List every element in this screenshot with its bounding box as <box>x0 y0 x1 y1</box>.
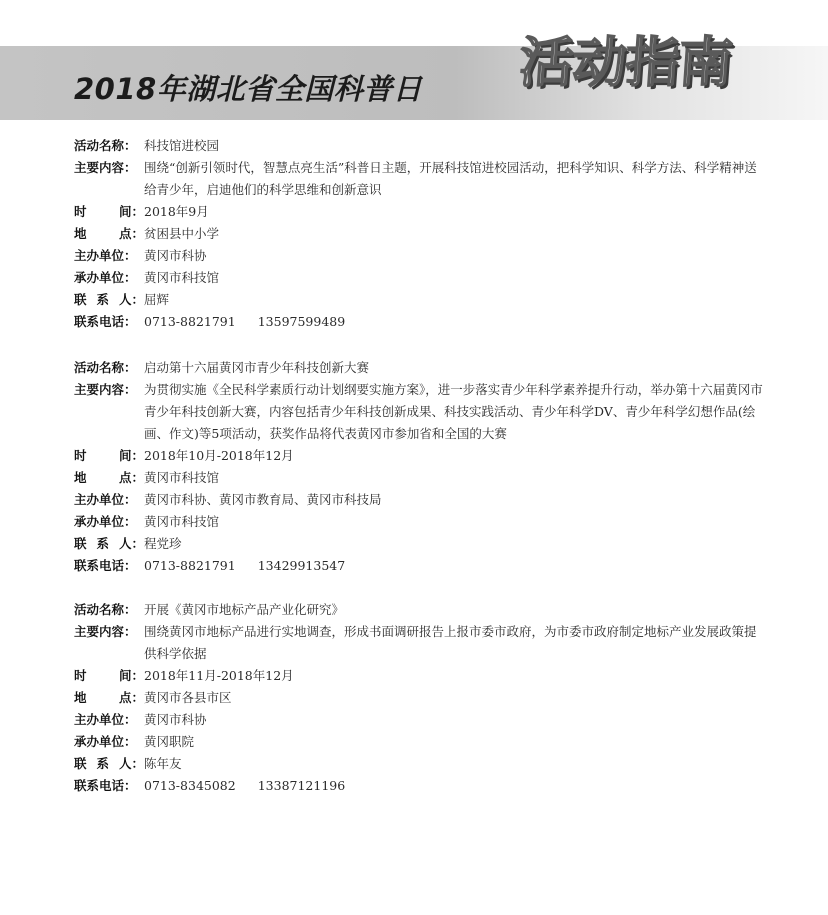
content-row <box>74 621 764 665</box>
label-host: 主办单位： <box>74 492 137 507</box>
label-content: 主要内容： <box>74 382 137 397</box>
activity-host: 黄冈市科协、黄冈市教育局、黄冈市科技局 <box>144 492 382 507</box>
activity-phone <box>144 555 764 577</box>
organizer-row <box>74 511 764 533</box>
label-place: 地 点： <box>74 690 144 705</box>
activity-time: 2018年9月 <box>144 204 209 219</box>
activity-contact: 程党珍 <box>144 536 182 551</box>
activity-3 <box>74 599 764 797</box>
label-time: 时 间： <box>74 204 144 219</box>
phone-office: 0713-8821791 <box>144 558 236 573</box>
label-place: 地 点： <box>74 226 144 241</box>
label-contact: 联 系 人： <box>74 292 144 307</box>
activity-organizer: 黄冈市科技馆 <box>144 270 220 285</box>
label-organizer: 承办单位： <box>74 270 137 285</box>
place-row <box>74 467 764 489</box>
activity-host: 黄冈市科协 <box>144 248 207 263</box>
label-activity-name: 活动名称： <box>74 138 137 153</box>
activity-time: 2018年11月-2018年12月 <box>144 668 294 683</box>
phone-mobile: 13429913547 <box>257 558 346 573</box>
guide-title: 活动指南 <box>517 31 734 94</box>
phone-row <box>74 775 764 797</box>
activity-contact: 屈辉 <box>144 292 170 307</box>
label-content: 主要内容： <box>74 160 137 175</box>
content-row <box>74 157 764 201</box>
label-phone: 联系电话： <box>74 314 137 329</box>
activity-place: 贫困县中小学 <box>144 226 220 241</box>
activity-content: 为贯彻实施《全民科学素质行动计划纲要实施方案》，进一步落实青少年科学素养提升行动，举办第十六届黄冈市青少年科技创新大赛，内容包括青少年科技创新成果、科技实践活动、青少年科学DV、青少年科学幻想作品(绘画、作文)等5项活动，获奖作品将代表黄冈市参加省和全国的大赛 <box>144 382 763 441</box>
label-host: 主办单位： <box>74 712 137 727</box>
activity-content: 围绕黄冈市地标产品进行实地调查，形成书面调研报告上报市委市政府，为市委市政府制定地标产业发展政策提供科学依据 <box>144 624 757 661</box>
phone-row <box>74 555 764 577</box>
page-title: 2018年湖北省全国科普日 <box>74 72 423 106</box>
activity-2 <box>74 357 764 577</box>
activity-name: 科技馆进校园 <box>144 138 220 153</box>
contact-row <box>74 533 764 555</box>
organizer-row <box>74 731 764 753</box>
time-row <box>74 665 764 687</box>
contact-row <box>74 753 764 775</box>
activity-phone <box>144 311 764 333</box>
label-organizer: 承办单位： <box>74 514 137 529</box>
activity-name: 开展《黄冈市地标产品产业化研究》 <box>144 602 345 617</box>
activity-time: 2018年10月-2018年12月 <box>144 448 294 463</box>
organizer-row <box>74 267 764 289</box>
activity-name-row <box>74 599 764 621</box>
host-row <box>74 709 764 731</box>
activity-phone <box>144 775 764 797</box>
contact-row <box>74 289 764 311</box>
label-activity-name: 活动名称： <box>74 602 137 617</box>
activity-name: 启动第十六届黄冈市青少年科技创新大赛 <box>144 360 370 375</box>
phone-row <box>74 311 764 333</box>
phone-mobile: 13387121196 <box>257 778 346 793</box>
activity-organizer: 黄冈职院 <box>144 734 195 749</box>
label-organizer: 承办单位： <box>74 734 137 749</box>
label-phone: 联系电话： <box>74 558 137 573</box>
label-host: 主办单位： <box>74 248 137 263</box>
label-time: 时 间： <box>74 668 144 683</box>
activity-host: 黄冈市科协 <box>144 712 207 727</box>
activity-name-row <box>74 357 764 379</box>
host-row <box>74 245 764 267</box>
place-row <box>74 687 764 709</box>
activity-organizer: 黄冈市科技馆 <box>144 514 220 529</box>
label-contact: 联 系 人： <box>74 756 144 771</box>
activity-place: 黄冈市科技馆 <box>144 470 220 485</box>
label-activity-name: 活动名称： <box>74 360 137 375</box>
host-row <box>74 489 764 511</box>
time-row <box>74 445 764 467</box>
place-row <box>74 223 764 245</box>
activity-place: 黄冈市各县市区 <box>144 690 232 705</box>
label-contact: 联 系 人： <box>74 536 144 551</box>
label-phone: 联系电话： <box>74 778 137 793</box>
activity-name-row <box>74 135 764 157</box>
activity-contact: 陈年友 <box>144 756 182 771</box>
label-place: 地 点： <box>74 470 144 485</box>
activity-1 <box>74 135 764 333</box>
label-time: 时 间： <box>74 448 144 463</box>
content-row <box>74 379 764 445</box>
label-content: 主要内容： <box>74 624 137 639</box>
activity-content: 围绕“创新引领时代，智慧点亮生活”科普日主题，开展科技馆进校园活动，把科学知识、科学方法、科学精神送给青少年，启迪他们的科学思维和创新意识 <box>144 160 757 197</box>
time-row <box>74 201 764 223</box>
phone-office: 0713-8345082 <box>144 778 236 793</box>
phone-office: 0713-8821791 <box>144 314 236 329</box>
phone-mobile: 13597599489 <box>257 314 346 329</box>
